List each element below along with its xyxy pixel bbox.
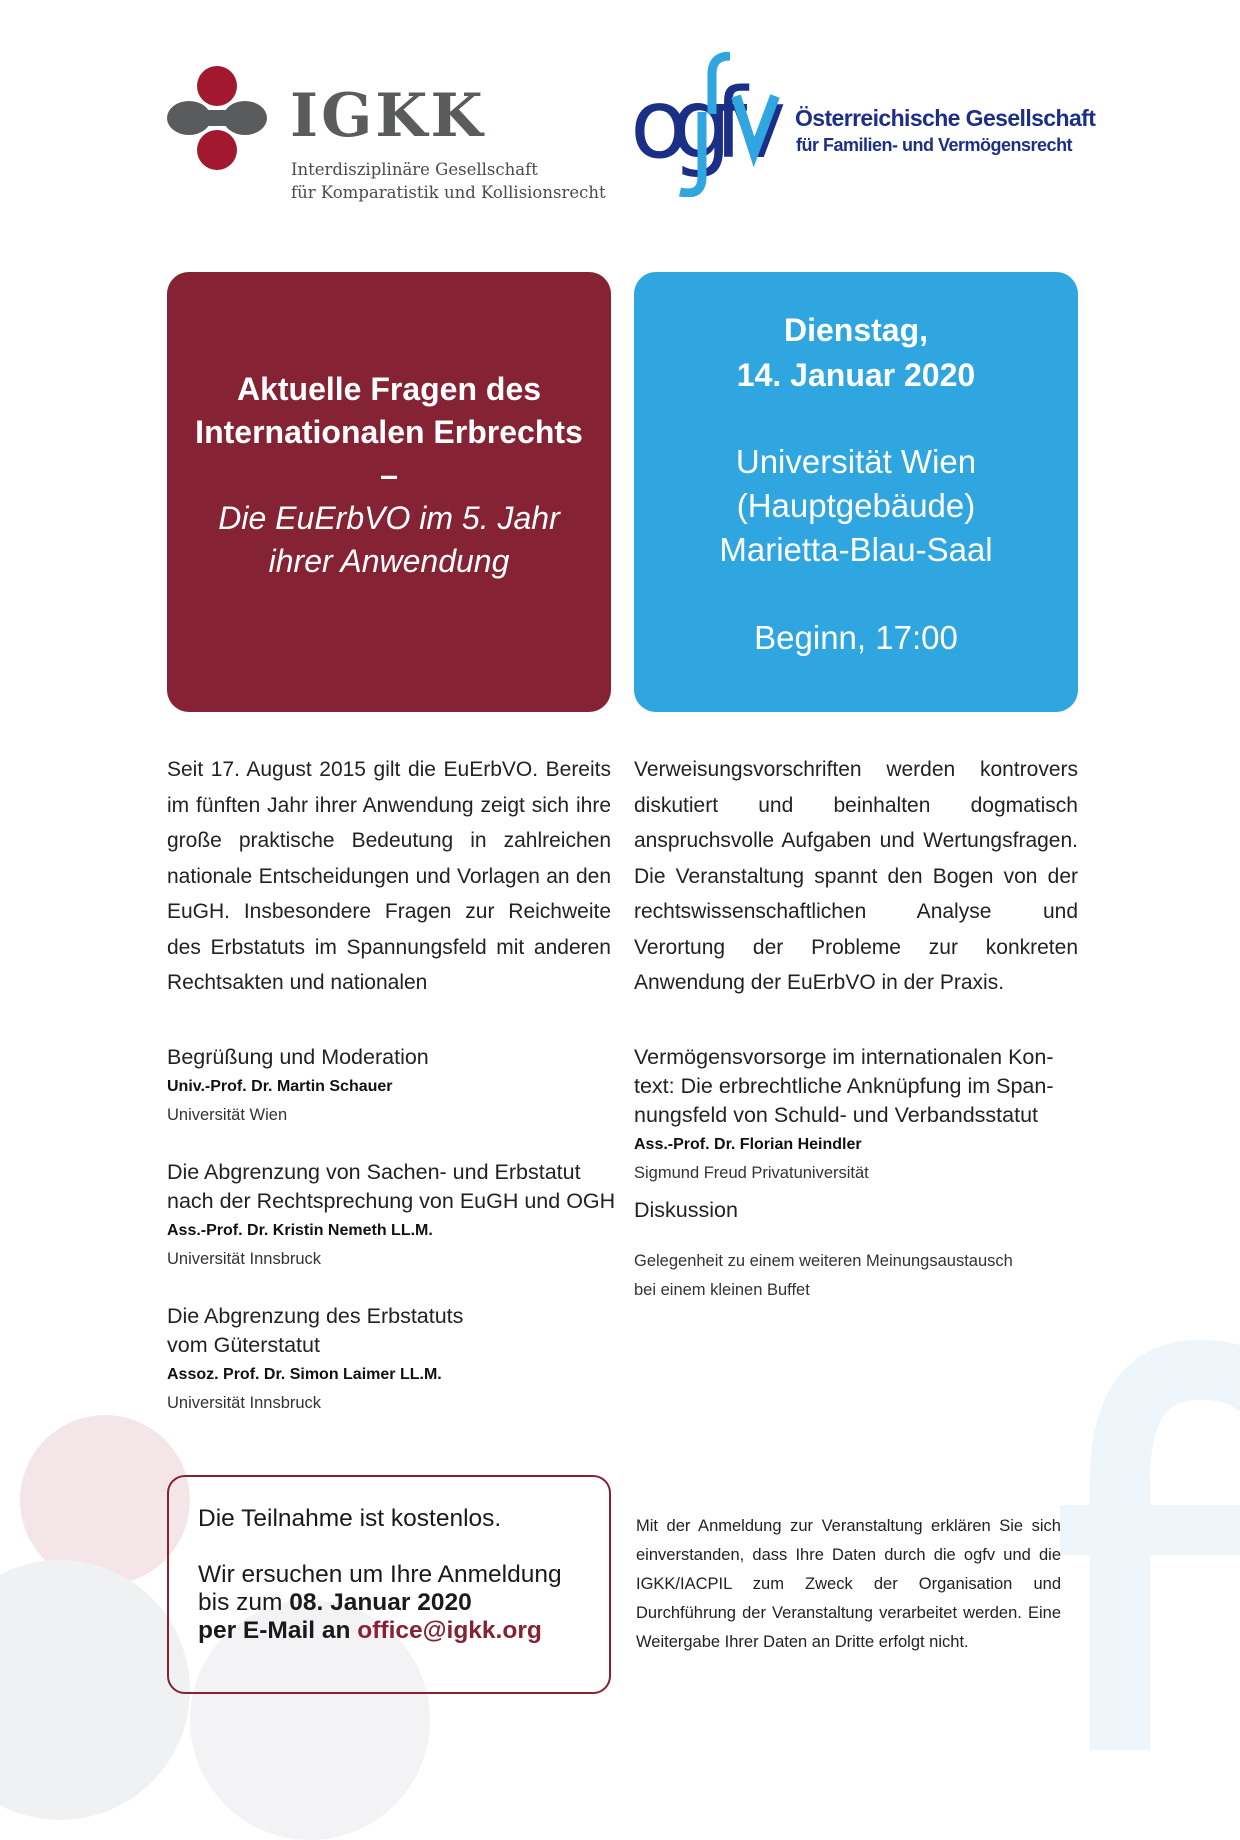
discussion-label: Diskussion <box>634 1198 738 1222</box>
event-date: 14. Januar 2020 <box>736 357 976 393</box>
program-item-title: Die Abgrenzung von Sachen- und Erbstatut <box>167 1160 581 1184</box>
program-speaker: Ass.-Prof. Dr. Kristin Nemeth LL.M. <box>167 1222 433 1239</box>
ogfv-logo-mark <box>630 52 785 197</box>
venue-line1: Universität Wien <box>735 443 977 480</box>
program-speaker: Ass.-Prof. Dr. Florian Heindler <box>634 1136 862 1153</box>
event-title-box <box>167 272 611 712</box>
background-circle-red <box>20 1415 190 1585</box>
registration-request: Wir ersuchen um Ihre Anmeldung <box>198 1561 562 1588</box>
program-item-title: Die Abgrenzung des Erbstatuts <box>167 1304 464 1328</box>
buffet-note <box>634 1247 1094 1305</box>
ogfv-name-line1: Österreichische Gesellschaft <box>795 105 1096 131</box>
venue-line3: Marietta-Blau-Saal <box>719 531 993 568</box>
buffet-note-line1: Gelegenheit zu einem weiteren Meinungsaustausch <box>634 1252 1013 1270</box>
event-subtitle-line2: ihrer Anwendung <box>268 543 510 579</box>
program-right-column <box>634 1043 1094 1305</box>
program-item-title: vom Güterstatut <box>167 1333 320 1357</box>
registration-email-prefix: per E-Mail an <box>198 1617 358 1644</box>
event-title-dash: – <box>380 457 398 493</box>
program-item-title: Begrüßung und Moderation <box>167 1045 429 1069</box>
event-title-line1: Aktuelle Fragen des <box>236 371 542 407</box>
event-details-box <box>634 272 1078 712</box>
registration-box <box>167 1475 611 1694</box>
igkk-subtitle-line1: Interdisziplinäre Gesellschaft <box>291 160 538 179</box>
igkk-subtitle-line2: für Komparatistik und Kollisionsrecht <box>291 183 606 202</box>
igkk-logo-mark <box>165 62 270 174</box>
igkk-subtitle <box>291 158 606 204</box>
program-item-title: nach der Rechtsprechung von EuGH und OGH <box>167 1189 616 1213</box>
ogfv-logo-o: ogfv <box>630 68 769 180</box>
venue-line2: (Hauptgebäude) <box>736 487 976 524</box>
registration-deadline-prefix: bis zum <box>198 1589 290 1616</box>
registration-deadline: 08. Januar 2020 <box>289 1589 472 1616</box>
ogfv-name-line2: für Familien- und Vermögensrecht <box>796 135 1073 155</box>
intro-text-left: Seit 17. August 2015 gilt die EuErbVO. Bereits im fünften Jahr ihrer Anwendung zeigt sich ihre große praktische Bedeutung in zahlreichen nationale Entscheidungen und Vorlagen an den EuGH. Insbesondere Fragen zur Reichweite des Erbstatuts im Spannungsfeld mit anderen Rechtsakten und nationalen <box>167 758 611 994</box>
event-title-line2: Internationalen Erbrechts <box>195 414 583 450</box>
program-affiliation: Universität Innsbruck <box>167 1250 322 1268</box>
igkk-title: IGKK <box>290 81 486 151</box>
program-item-title: text: Die erbrechtliche Anknüpfung im Span- <box>634 1074 1054 1098</box>
program-item-title: Vermögensvorsorge im internationalen Kon- <box>634 1045 1054 1069</box>
program-item-title: nungsfeld von Schuld- und Verbandsstatut <box>634 1103 1039 1127</box>
program-affiliation: Universität Innsbruck <box>167 1394 322 1412</box>
program-affiliation: Universität Wien <box>167 1106 288 1124</box>
intro-text-right: Verweisungsvorschriften werden kontrovers diskutiert und beinhalten dogmatisch anspruchsvolle Aufgaben und Wertungsfragen. Die Veranstaltung spannt den Bogen von der rechtswissenschaftlichen Analyse und Verortung der Probleme zur konkreten Anwendung der EuErbVO in der Praxis. <box>634 758 1078 994</box>
privacy-notice: Mit der Anmeldung zur Veranstaltung erklären Sie sich einverstanden, dass Ihre Daten durch die ogfv und die IGKK/IACPIL zum Zweck der Organisation und Durchführung der Veranstaltung verarbeitet werden. Eine Weitergabe Ihrer Daten an Dritte erfolgt nicht. <box>636 1517 1061 1651</box>
program-affiliation: Sigmund Freud Privatuniversität <box>634 1164 869 1182</box>
registration-free: Die Teilnahme ist kostenlos. <box>198 1505 502 1532</box>
start-time: Beginn, 17:00 <box>754 619 958 656</box>
program-speaker: Assoz. Prof. Dr. Simon Laimer LL.M. <box>167 1366 442 1383</box>
program-speaker: Univ.-Prof. Dr. Martin Schauer <box>167 1078 393 1095</box>
event-subtitle-line1: Die EuErbVO im 5. Jahr <box>218 500 560 536</box>
event-day: Dienstag, <box>783 312 929 348</box>
registration-email-link[interactable]: office@igkk.org <box>357 1617 542 1644</box>
program-left-column <box>167 1043 627 1418</box>
background-circle-grey <box>0 1560 190 1820</box>
buffet-note-line2: bei einem kleinen Buffet <box>634 1281 810 1299</box>
